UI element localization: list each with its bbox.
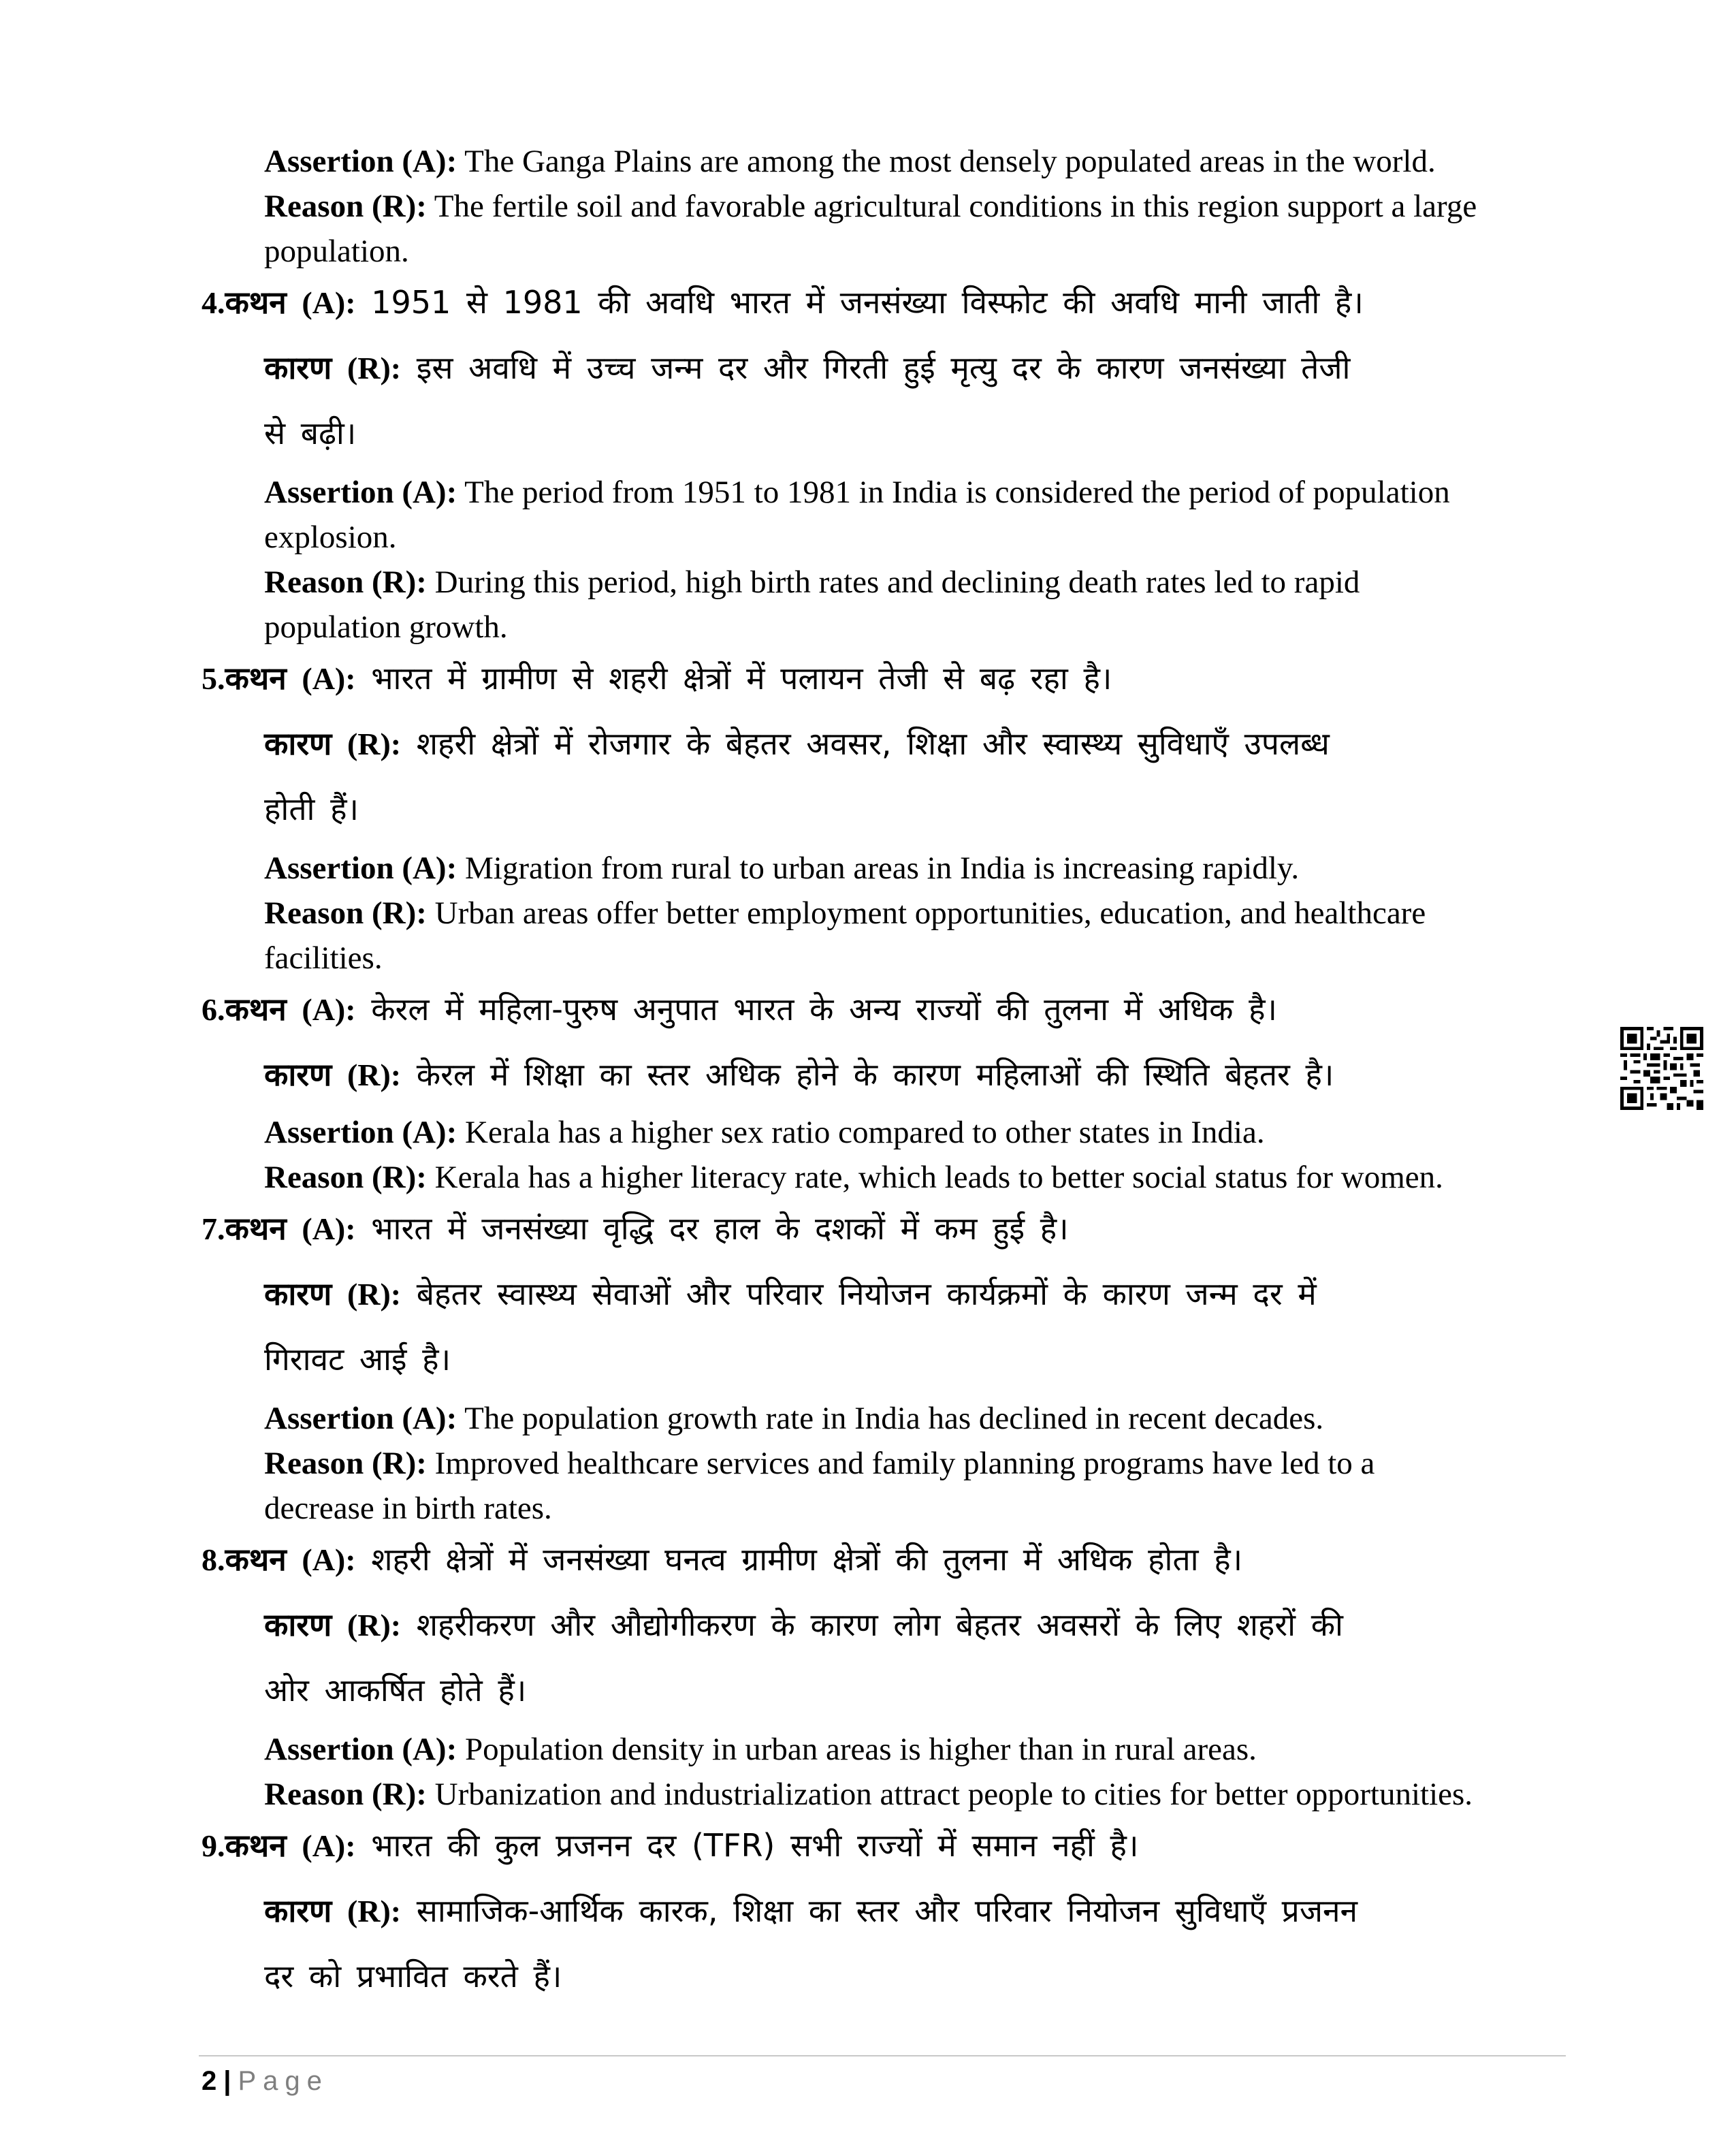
q8-karan: कारण (R): शहरीकरण और औद्योगीकरण के कारण लोग बेहतर अवसरों के लिए शहरों की [264,1606,1343,1643]
q6-reason-line: Reason (R): Kerala has a higher literacy rate, which leads to better social status for women. [264,1160,1443,1195]
q9-karan-cont: दर को प्रभावित करते हैं। [264,1958,562,1995]
q7-kathan: 7.कथन (A): भारत में जनसंख्या वृद्धि दर हाल के दशकों में कम हुई है। [202,1210,1069,1247]
q6-kathan: 6.कथन (A): केरल में महिला-पुरुष अनुपात भारत के अन्य राज्यों की तुलना में अधिक है। [202,991,1277,1028]
q3-reason-cont: population. [264,234,409,269]
q7-reason-line: Reason (R): Improved healthcare services and family planning programs have led to a [264,1446,1375,1481]
q8-kathan: 8.कथन (A): शहरी क्षेत्रों में जनसंख्या घनत्व ग्रामीण क्षेत्रों की तुलना में अधिक होता है। [202,1541,1243,1578]
page-footer: 2 | Page [202,2066,329,2096]
page-number: 2 [202,2066,217,2096]
q4-assertion-cont: explosion. [264,520,397,555]
q8-reason-line: Reason (R): Urbanization and industrialization attract people to cities for better opportunities. [264,1777,1473,1812]
q5-karan: कारण (R): शहरी क्षेत्रों में रोजगार के बेहतर अवसर, शिक्षा और स्वास्थ्य सुविधाएँ उपलब्ध [264,725,1330,762]
q7-assertion-line: Assertion (A): The population growth rate in India has declined in recent decades. [264,1401,1324,1436]
q5-reason-cont: facilities. [264,940,383,976]
q4-kathan: 4.कथन (A): 1951 से 1981 की अवधि भारत में जनसंख्या विस्फोट की अवधि मानी जाती है। [202,284,1364,321]
q4-karan: कारण (R): इस अवधि में उच्च जन्म दर और गिरती हुई मृत्यु दर के कारण जनसंख्या तेजी [264,349,1351,386]
q5-reason-line: Reason (R): Urban areas offer better employment opportunities, education, and healthcare [264,895,1426,931]
footer-divider [199,2055,1566,2056]
q5-assertion-line: Assertion (A): Migration from rural to urban areas in India is increasing rapidly. [264,851,1300,886]
qr-code-icon [1620,1027,1703,1110]
q3-reason-line: Reason (R): The fertile soil and favorable agricultural conditions in this region support a large [264,189,1477,224]
q9-karan: कारण (R): सामाजिक-आर्थिक कारक, शिक्षा का स्तर और परिवार नियोजन सुविधाएँ प्रजनन [264,1892,1358,1929]
page-word: Page [238,2066,329,2096]
q5-kathan: 5.कथन (A): भारत में ग्रामीण से शहरी क्षेत्रों में पलायन तेजी से बढ़ रहा है। [202,660,1112,697]
q8-karan-cont: ओर आकर्षित होते हैं। [264,1672,527,1709]
q7-karan: कारण (R): बेहतर स्वास्थ्य सेवाओं और परिवार नियोजन कार्यक्रमों के कारण जन्म दर में [264,1275,1317,1312]
q4-reason-line: Reason (R): During this period, high birth rates and declining death rates led to rapid [264,565,1360,600]
q4-reason-cont: population growth. [264,609,508,645]
q7-karan-cont: गिरावट आई है। [264,1341,451,1378]
q4-karan-cont: से बढ़ी। [264,415,357,451]
q9-kathan: 9.कथन (A): भारत की कुल प्रजनन दर (TFR) सभी राज्यों में समान नहीं है। [202,1827,1139,1864]
q8-assertion-line: Assertion (A): Population density in urban areas is higher than in rural areas. [264,1732,1257,1767]
q3-assertion-line: Assertion (A): The Ganga Plains are among the most densely populated areas in the world. [264,144,1436,179]
q4-assertion-line: Assertion (A): The period from 1951 to 1981 in India is considered the period of population [264,475,1450,510]
q6-assertion-line: Assertion (A): Kerala has a higher sex ratio compared to other states in India. [264,1115,1265,1150]
q6-karan: कारण (R): केरल में शिक्षा का स्तर अधिक होने के कारण महिलाओं की स्थिति बेहतर है। [264,1056,1334,1093]
q7-reason-cont: decrease in birth rates. [264,1491,552,1526]
q5-karan-cont: होती हैं। [264,791,359,827]
